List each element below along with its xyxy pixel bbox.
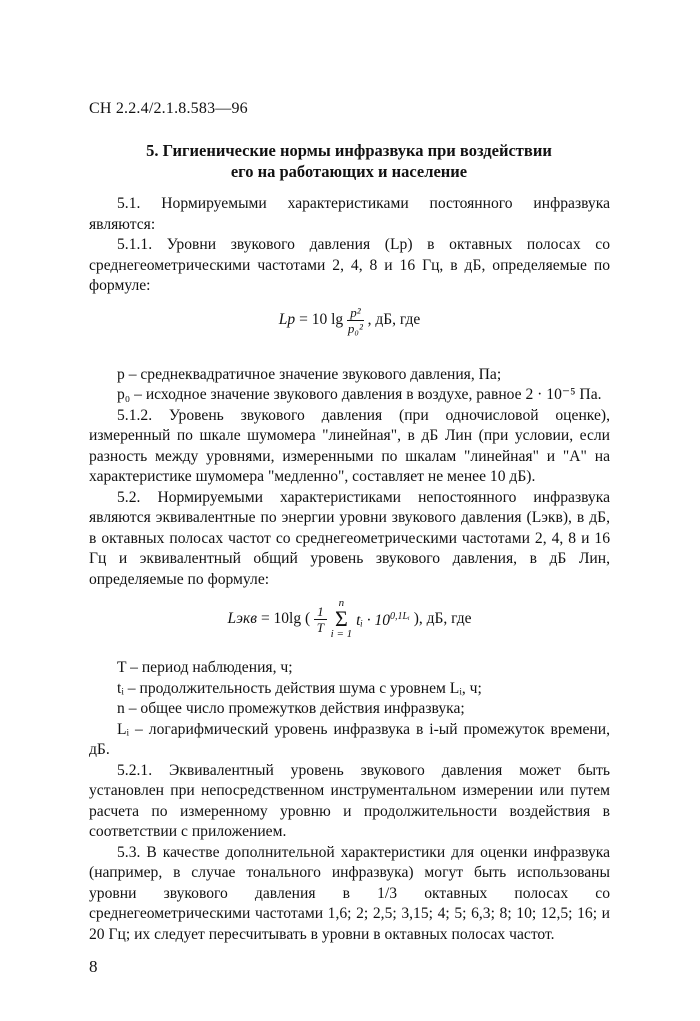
formula2-fraction (314, 604, 327, 635)
paragraph-5-1-1: 5.1.1. Уровни звукового давления (Lp) в октавных полосах со среднегеометрическими частотами 2, 4, 8 и 16 Гц, в дБ, определяемые по формуле: (89, 236, 610, 294)
paragraph-5-1: 5.1. Нормируемыми характеристиками постоянного инфразвука являются: (89, 195, 610, 233)
formula2-eq: = 10lg ( (260, 609, 311, 627)
definition-p0: p₀ – исходное значение звукового давления в воздухе, равное 2 · 10⁻⁵ Па. (117, 386, 602, 403)
page-number: 8 (89, 957, 98, 976)
definition-p: p – среднеквадратичное значение звукового давления, Па; (117, 365, 502, 383)
sum-symbol (331, 598, 352, 640)
formula1-tail: , дБ, где (367, 310, 421, 328)
sum-upper-limit: n (338, 597, 345, 609)
formula2-tail: ), дБ, где (413, 609, 472, 627)
formula1-numerator: p² (347, 305, 363, 321)
document-body (89, 194, 610, 945)
section-title-line-2: его на работающих и население (230, 162, 468, 181)
definition-n: n – общее число промежутков действия инфразвука; (117, 700, 465, 717)
paragraph-5-1-2: 5.1.2. Уровень звукового давления (при одночисловой оценке), измеренный по шкале шумомера "линейная", в дБ Лин (при условии, если разность между уровнями, измеренными по шкалам "линейная" и "А" на характеристике шумомера "медленно", составляет не менее 10 дБ). (89, 406, 610, 485)
formula-sound-pressure-level (89, 305, 610, 355)
formula2-lhs: Lэкв (227, 609, 257, 627)
definition-ti: tᵢ – продолжительность действия шума с уровнем Lᵢ, ч; (117, 679, 482, 697)
paragraph-5-2-1: 5.2.1. Эквивалентный уровень звукового давления может быть установлен при непосредственном инструментальном измерении или путем расчета по измеренному уровню и продолжительности воздействия в соответствии с приложением. (89, 761, 610, 840)
formula1-fraction (347, 305, 363, 336)
formula1-eq: = 10 lg (299, 310, 344, 328)
definition-T: T – период наблюдения, ч; (117, 659, 293, 676)
paragraph-5-2: 5.2. Нормируемыми характеристиками непостоянного инфразвука являются эквивалентные по энергии уровни звукового давления (Lэкв), в дБ, в октавных полосах частот со среднегеометрическими частотами 2, 4, 8 и 16 Гц и эквивалентный общий уровень звукового давления, в дБ Лин, определяемые по формуле: (89, 488, 610, 588)
document-code-header: СН 2.2.4/2.1.8.583—96 (89, 100, 248, 117)
formula1-lhs: Lp (278, 310, 296, 328)
sum-lower-limit: i = 1 (330, 628, 353, 640)
formula1-denominator: p₀² (347, 320, 363, 336)
paragraph-5-3: 5.3. В качестве дополнительной характеристики для оценки инфразвука (например, в случае тонального инфразвука) могут быть использованы уровни звукового давления в 1/3 октавных полосах со среднегеометрическими частотами 1,6; 2; 2,5; 3,15; 4; 5; 6,3; 8; 10; 12,5; 16; и 20 Гц; их следует пересчитывать в уровни в октавных полосах частот. (89, 843, 610, 943)
formula2-T: T (316, 619, 325, 635)
formula2-exponent: 0,1Lᵢ (390, 610, 410, 622)
section-title-line-1: 5. Гигиенические нормы инфразвука при воздействии (146, 141, 552, 160)
formula2-body: tᵢ · $10^{0,1Lᵢ}$ (356, 610, 410, 629)
definition-Li: Lᵢ – логарифмический уровень инфразвука в i-ый промежуток времени, дБ. (89, 720, 610, 758)
formula-equivalent-level (89, 598, 610, 648)
section-title (89, 140, 609, 182)
formula2-one: 1 (314, 604, 327, 620)
sigma-icon: Σ (334, 606, 348, 631)
